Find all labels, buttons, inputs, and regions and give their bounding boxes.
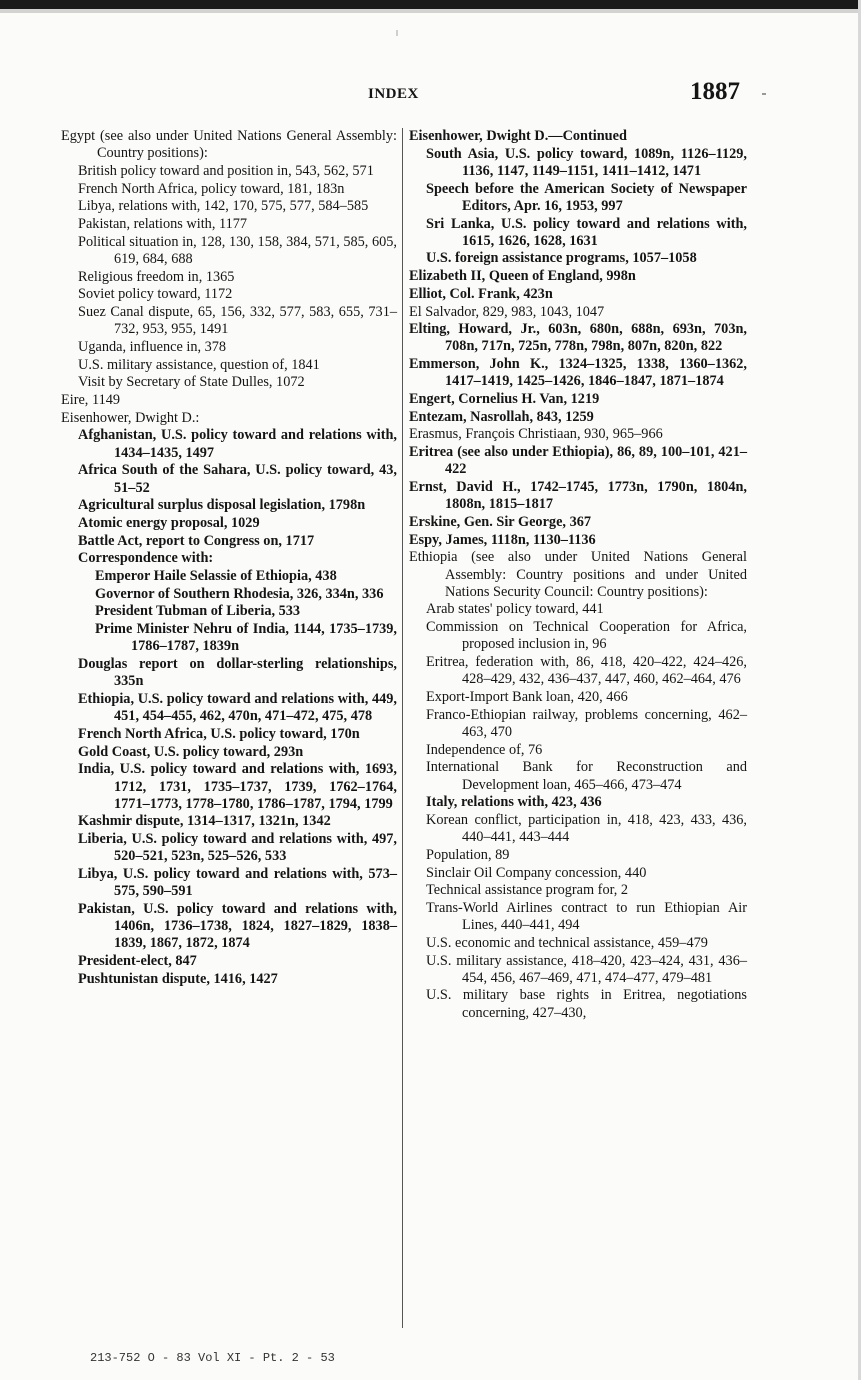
index-entry: Political situation in, 128, 130, 158, 384, 571, 585, 605, 619, 684, 688 bbox=[78, 233, 397, 267]
index-entry: Africa South of the Sahara, U.S. policy toward, 43, 51–52 bbox=[78, 462, 397, 496]
index-entry: Eire, 1149 bbox=[61, 392, 121, 409]
index-entry: U.S. military base rights in Eritrea, negotiations concerning, 427–430, bbox=[426, 987, 747, 1021]
index-entry: Arab states' policy toward, 441 bbox=[426, 601, 604, 618]
index-entry: International Bank for Reconstruction and Development loan, 465–466, 473–474 bbox=[426, 759, 747, 793]
index-column-right bbox=[409, 128, 747, 1022]
index-entry: Eritrea, federation with, 86, 418, 420–422, 424–426, 428–429, 432, 436–437, 447, 460, 462–464, 476 bbox=[426, 654, 747, 688]
index-entry: India, U.S. policy toward and relations with, 1693, 1712, 1731, 1735–1737, 1739, 1762–1764, 1771–1773, 1778–1780, 1786–1787, 1794, 1799 bbox=[78, 761, 397, 812]
index-entry: South Asia, U.S. policy toward, 1089n, 1126–1129, 1136, 1147, 1149–1151, 1411–1412, 1471 bbox=[426, 145, 747, 179]
scan-mark bbox=[762, 93, 766, 95]
index-entry: Eisenhower, Dwight D.—Continued bbox=[409, 128, 627, 144]
index-entry: Export-Import Bank loan, 420, 466 bbox=[426, 689, 628, 705]
index-entry: Egypt (see also under United Nations General Assembly: Country positions): bbox=[61, 128, 397, 162]
index-entry: Elting, Howard, Jr., 603n, 680n, 688n, 693n, 703n, 708n, 717n, 725n, 778n, 798n, 807n, 820n, 822 bbox=[409, 321, 747, 355]
index-entry: U.S. foreign assistance programs, 1057–1058 bbox=[426, 250, 697, 267]
index-entry: Gold Coast, U.S. policy toward, 293n bbox=[78, 743, 304, 760]
index-entry: Speech before the American Society of Newspaper Editors, Apr. 16, 1953, 997 bbox=[426, 180, 747, 214]
index-entry: Agricultural surplus disposal legislation, 1798n bbox=[78, 497, 366, 514]
index-entry: Eritrea (see also under Ethiopia), 86, 89, 100–101, 421–422 bbox=[409, 444, 747, 478]
index-entry: Uganda, influence in, 378 bbox=[78, 338, 227, 355]
index-entry: Atomic energy proposal, 1029 bbox=[78, 514, 260, 531]
index-entry: Erskine, Gen. Sir George, 367 bbox=[409, 513, 592, 530]
index-entry: Korean conflict, participation in, 418, 423, 433, 436, 440–441, 443–444 bbox=[426, 811, 747, 846]
index-entry: Emperor Haile Selassie of Ethiopia, 438 bbox=[95, 568, 337, 585]
index-entry: Italy, relations with, 423, 436 bbox=[426, 794, 602, 811]
index-entry: U.S. military assistance, 418–420, 423–424, 431, 436–454, 456, 467–469, 471, 474–477, 479–481 bbox=[426, 952, 747, 986]
index-entry: Ethiopia (see also under United Nations General Assembly: Country positions and under United Nations Security Council: Country positions): bbox=[409, 549, 747, 600]
index-entry: President Tubman of Liberia, 533 bbox=[95, 603, 301, 620]
index-entry: U.S. economic and technical assistance, 459–479 bbox=[426, 934, 708, 951]
index-entry: President-elect, 847 bbox=[78, 953, 197, 970]
index-entry: Independence of, 76 bbox=[426, 741, 543, 758]
index-entry: Technical assistance program for, 2 bbox=[426, 882, 629, 899]
column-divider bbox=[402, 128, 403, 1328]
index-entry: Afghanistan, U.S. policy toward and relations with, 1434–1435, 1497 bbox=[78, 427, 397, 461]
index-entry: Libya, relations with, 142, 170, 575, 577, 584–585 bbox=[78, 198, 369, 215]
index-entry: British policy toward and position in, 543, 562, 571 bbox=[78, 162, 374, 179]
index-entry: Prime Minister Nehru of India, 1144, 1735–1739, 1786–1787, 1839n bbox=[95, 621, 397, 655]
index-entry: Emmerson, John K., 1324–1325, 1338, 1360–1362, 1417–1419, 1425–1426, 1846–1847, 1871–1874 bbox=[409, 356, 747, 390]
index-entry: Religious freedom in, 1365 bbox=[78, 268, 235, 285]
index-column-left bbox=[61, 128, 397, 988]
printer-footer: 213-752 O - 83 Vol XI - Pt. 2 - 53 bbox=[90, 1351, 335, 1365]
index-entry: Governor of Southern Rhodesia, 326, 334n, 336 bbox=[95, 585, 384, 602]
index-entry: Trans-World Airlines contract to run Ethiopian Air Lines, 440–441, 494 bbox=[426, 899, 747, 934]
index-entry: Pakistan, U.S. policy toward and relations with, 1406n, 1736–1738, 1824, 1827–1829, 1838–1839, 1867, 1872, 1874 bbox=[78, 900, 397, 952]
index-entry: Pushtunistan dispute, 1416, 1427 bbox=[78, 970, 278, 987]
index-entry: Sinclair Oil Company concession, 440 bbox=[426, 864, 647, 881]
scan-speck bbox=[396, 30, 398, 36]
index-entry: French North Africa, U.S. policy toward, 170n bbox=[78, 725, 360, 742]
index-entry: French North Africa, policy toward, 181, 183n bbox=[78, 180, 345, 197]
index-entry: Entezam, Nasrollah, 843, 1259 bbox=[409, 408, 594, 425]
index-entry: Soviet policy toward, 1172 bbox=[78, 286, 233, 303]
index-entry: Population, 89 bbox=[426, 846, 510, 863]
index-entry: Battle Act, report to Congress on, 1717 bbox=[78, 532, 315, 549]
index-entry: Engert, Cornelius H. Van, 1219 bbox=[409, 391, 600, 408]
index-entry: Ernst, David H., 1742–1745, 1773n, 1790n, 1804n, 1808n, 1815–1817 bbox=[409, 479, 747, 513]
index-entry: Sri Lanka, U.S. policy toward and relations with, 1615, 1626, 1628, 1631 bbox=[426, 215, 747, 249]
scan-top-shadow bbox=[0, 9, 861, 13]
index-entry: Elizabeth II, Queen of England, 998n bbox=[409, 268, 636, 285]
index-entry: Kashmir dispute, 1314–1317, 1321n, 1342 bbox=[78, 813, 331, 830]
index-entry: Douglas report on dollar-sterling relationships, 335n bbox=[78, 656, 397, 690]
index-entry: Elliot, Col. Frank, 423n bbox=[409, 285, 553, 302]
index-entry: Eisenhower, Dwight D.: bbox=[61, 409, 200, 426]
index-entry: El Salvador, 829, 983, 1043, 1047 bbox=[409, 303, 605, 320]
index-entry: Libya, U.S. policy toward and relations with, 573–575, 590–591 bbox=[78, 866, 397, 900]
index-entry: Correspondence with: bbox=[78, 550, 214, 567]
index-entry: U.S. military assistance, question of, 1841 bbox=[78, 356, 320, 373]
page-number: 1887 bbox=[690, 78, 740, 105]
index-entry: Visit by Secretary of State Dulles, 1072 bbox=[78, 374, 305, 391]
index-entry: Commission on Technical Cooperation for Africa, proposed inclusion in, 96 bbox=[426, 619, 747, 653]
index-entry: Liberia, U.S. policy toward and relations with, 497, 520–521, 523n, 525–526, 533 bbox=[78, 831, 397, 865]
index-entry: Ethiopia, U.S. policy toward and relations with, 449, 451, 454–455, 462, 470n, 471–472, 475, 478 bbox=[78, 691, 397, 725]
index-entry: Suez Canal dispute, 65, 156, 332, 577, 583, 655, 731–732, 953, 955, 1491 bbox=[78, 304, 397, 338]
running-head: INDEX bbox=[368, 86, 419, 102]
index-entry: Espy, James, 1118n, 1130–1136 bbox=[409, 531, 596, 548]
scan-top-edge bbox=[0, 0, 861, 9]
index-entry: Franco-Ethiopian railway, problems concerning, 462–463, 470 bbox=[426, 706, 747, 740]
index-entry: Pakistan, relations with, 1177 bbox=[78, 216, 248, 233]
index-entry: Erasmus, François Christiaan, 930, 965–966 bbox=[409, 426, 663, 443]
